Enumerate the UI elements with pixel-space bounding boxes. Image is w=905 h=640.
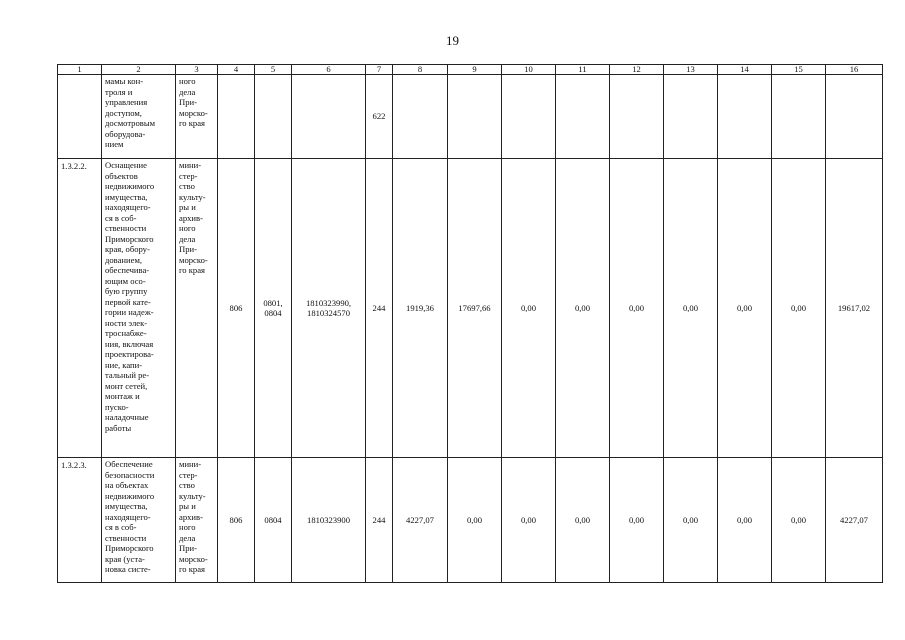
value-cell: 0,00: [502, 458, 556, 583]
value-cell: 0,00: [718, 458, 772, 583]
expense-type-cell: 244: [366, 458, 393, 583]
executor: мини- стер- ство культу- ры и архив- ного дела При- морско- го края: [176, 458, 218, 583]
total-cell: 4227,07: [826, 458, 883, 583]
value-cell: 4227,07: [393, 458, 448, 583]
column-header: 15: [772, 65, 826, 75]
column-header: 13: [664, 65, 718, 75]
grbs-cell: [218, 75, 255, 159]
section-cell: 0801, 0804: [255, 159, 292, 458]
expense-type-cell: 622: [366, 75, 393, 159]
column-header: 3: [176, 65, 218, 75]
value-cell: 0,00: [502, 159, 556, 458]
table-row: [58, 159, 883, 458]
target-article-cell: 1810323900: [292, 458, 366, 583]
measure-name: Обеспечение безопасности на объектах недвижимого имущества, находящего- ся в соб- ственности Приморского края (уста- новка систе-: [102, 458, 176, 583]
value-cell: 0,00: [448, 458, 502, 583]
column-header: 12: [610, 65, 664, 75]
column-header: 11: [556, 65, 610, 75]
row-code: [58, 75, 102, 159]
value-cell: 0,00: [718, 159, 772, 458]
value-cell: [718, 75, 772, 159]
column-header: 4: [218, 65, 255, 75]
page-number: 19: [446, 33, 459, 48]
target-article-cell: [292, 75, 366, 159]
total-cell: [826, 75, 883, 159]
value-cell: [772, 75, 826, 159]
value-cell: 0,00: [772, 458, 826, 583]
value-cell: 0,00: [772, 159, 826, 458]
value-cell: 0,00: [610, 159, 664, 458]
section-cell: 0804: [255, 458, 292, 583]
value-cell: 0,00: [556, 458, 610, 583]
budget-table: [57, 64, 883, 583]
grbs-cell: 806: [218, 458, 255, 583]
total-cell: 19617,02: [826, 159, 883, 458]
value-cell: 0,00: [664, 458, 718, 583]
column-header: 14: [718, 65, 772, 75]
column-header: 10: [502, 65, 556, 75]
value-cell: [664, 75, 718, 159]
value-cell: 0,00: [610, 458, 664, 583]
measure-name: Оснащение объектов недвижимого имущества, находящего- ся в соб- ственности Приморского края, обору- дованием, обеспечива- ющим осо- бую группу первой кате- гории надеж- ности элек- троснабже- ния, включая проектирова- ние, капи- тальный ре- монт сетей, монтаж и пуско- наладочные работы: [102, 159, 176, 458]
expense-type-cell: 244: [366, 159, 393, 458]
table-header-row: [58, 65, 883, 75]
value-cell: [502, 75, 556, 159]
value-cell: 1919,36: [393, 159, 448, 458]
column-header: 8: [393, 65, 448, 75]
value-cell: [393, 75, 448, 159]
row-code: 1.3.2.3.: [58, 458, 102, 583]
column-header: 6: [292, 65, 366, 75]
value-cell: [556, 75, 610, 159]
column-header: 1: [58, 65, 102, 75]
column-header: 7: [366, 65, 393, 75]
column-header: 9: [448, 65, 502, 75]
column-header: 16: [826, 65, 883, 75]
executor: ного дела При- морско- го края: [176, 75, 218, 159]
table-row: [58, 75, 883, 159]
grbs-cell: 806: [218, 159, 255, 458]
value-cell: [448, 75, 502, 159]
row-code: 1.3.2.2.: [58, 159, 102, 458]
value-cell: 0,00: [664, 159, 718, 458]
target-article-cell: 1810323990, 1810324570: [292, 159, 366, 458]
section-cell: [255, 75, 292, 159]
table-row: [58, 458, 883, 583]
value-cell: 17697,66: [448, 159, 502, 458]
column-header: 2: [102, 65, 176, 75]
value-cell: [610, 75, 664, 159]
value-cell: 0,00: [556, 159, 610, 458]
column-header: 5: [255, 65, 292, 75]
measure-name: мамы кон- троля и управления доступом, досмотровым оборудова- нием: [102, 75, 176, 159]
executor: мини- стер- ство культу- ры и архив- ного дела При- морско- го края: [176, 159, 218, 458]
